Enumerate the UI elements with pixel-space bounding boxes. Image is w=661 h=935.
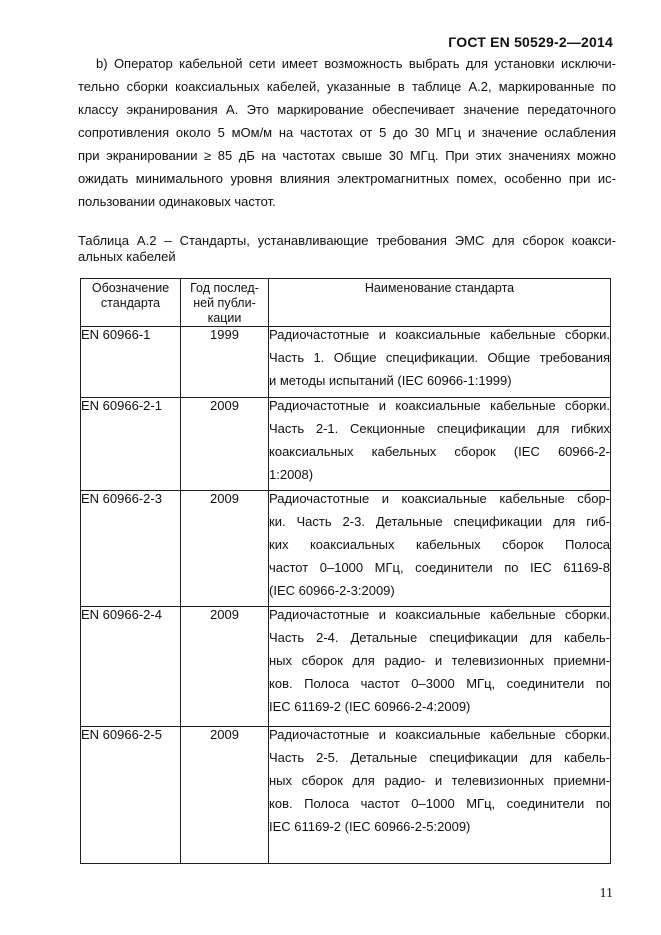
standard-name-line: Радиочастотные и коаксиальные кабельные сборки. bbox=[269, 727, 610, 742]
header-code-line: Обозначение bbox=[91, 281, 170, 295]
table-row bbox=[81, 398, 611, 491]
standard-code: EN 60966-2-3 bbox=[81, 491, 181, 607]
table-caption-line: Таблица А.2 – Стандарты, устанавливающие требования ЭМС для сборок коакси- bbox=[78, 233, 616, 248]
paragraph-line: ожидать минимального уровня влияния электромагнитных помех, особенно при ис- bbox=[78, 171, 616, 186]
standard-name-line: Радиочастотные и коаксиальные кабельные сборки. bbox=[269, 327, 610, 342]
header-year-line: кации bbox=[207, 311, 242, 325]
publication-year: 2009 bbox=[181, 727, 269, 864]
paragraph-line: b) Оператор кабельной сети имеет возможность выбрать для установки исключи- bbox=[96, 56, 616, 71]
standard-name-line: Часть 2-5. Детальные спецификации для кабель- bbox=[269, 750, 610, 765]
publication-year: 2009 bbox=[181, 607, 269, 727]
header-year bbox=[181, 279, 269, 327]
standard-code: EN 60966-2-5 bbox=[81, 727, 181, 864]
table-header-row bbox=[81, 279, 611, 327]
standard-name bbox=[269, 491, 611, 607]
standard-name bbox=[269, 398, 611, 491]
standard-name-line: ков. Полоса частот 0–1000 МГц, соединители по bbox=[269, 796, 610, 811]
table-caption bbox=[78, 233, 616, 265]
standard-name-line: и методы испытаний (IEC 60966-1:1999) bbox=[269, 373, 512, 388]
standard-name-line: ных сборок для радио- и телевизионных приемни- bbox=[269, 653, 610, 668]
header-code-line: стандарта bbox=[100, 296, 161, 310]
standard-code: EN 60966-2-4 bbox=[81, 607, 181, 727]
publication-year: 2009 bbox=[181, 398, 269, 491]
standard-name-line: Радиочастотные и коаксиальные кабельные сборки. bbox=[269, 607, 610, 622]
paragraph-b bbox=[78, 56, 616, 217]
header-year-line: Год послед- bbox=[190, 281, 259, 295]
paragraph-line: сопротивления около 5 мОм/м на частотах от 5 до 30 МГц и значение ослабления bbox=[78, 125, 616, 140]
header-name bbox=[269, 279, 611, 327]
standard-name-line: коаксиальных кабельных сборок (IEC 60966-2- bbox=[269, 444, 610, 459]
header-name-line: Наименование стандарта bbox=[364, 281, 515, 295]
standard-name-line: Часть 2-1. Секционные спецификации для гибких bbox=[269, 421, 610, 436]
table-row bbox=[81, 327, 611, 398]
standard-name-line: ных сборок для радио- и телевизионных приемни- bbox=[269, 773, 610, 788]
header-year-line: ней публи- bbox=[193, 296, 256, 310]
paragraph-line: тельно сборки коаксиальных кабелей, указанные в таблице А.2, маркированные по bbox=[78, 79, 616, 94]
standard-code: EN 60966-2-1 bbox=[81, 398, 181, 491]
standard-name-line: ких коаксиальных кабельных сборок Полоса bbox=[269, 537, 610, 552]
table-row bbox=[81, 727, 611, 864]
standard-name-line: (IEC 60966-2-3:2009) bbox=[269, 583, 395, 598]
paragraph-line: при экранировании ≥ 85 дБ на частотах свыше 30 МГц. При этих значениях можно bbox=[78, 148, 616, 163]
publication-year: 1999 bbox=[181, 327, 269, 398]
standard-name-line: Часть 2-4. Детальные спецификации для кабель- bbox=[269, 630, 610, 645]
standard-name-line: Радиочастотные и коаксиальные кабельные сборки. bbox=[269, 398, 610, 413]
standard-name-line: частот 0–1000 МГц, соединители по IEC 61169-8 bbox=[269, 560, 610, 575]
standard-name-line: Радиочастотные и коаксиальные кабельные сбор- bbox=[269, 491, 610, 506]
standard-name-line: IEC 61169-2 (IEC 60966-2-4:2009) bbox=[269, 699, 471, 714]
table-caption-line: альных кабелей bbox=[78, 249, 176, 264]
standard-name-line: ков. Полоса частот 0–3000 МГц, соединители по bbox=[269, 676, 610, 691]
standard-name-line: Часть 1. Общие спецификации. Общие требования bbox=[269, 350, 610, 365]
standard-code: EN 60966-1 bbox=[81, 327, 181, 398]
paragraph-line: пользовании одинаковых частот. bbox=[78, 194, 276, 209]
standard-name-line: 1:2008) bbox=[269, 467, 314, 482]
standard-name-line: ки. Часть 2-3. Детальные спецификации для гиб- bbox=[269, 514, 610, 529]
page-number: 11 bbox=[599, 886, 613, 901]
publication-year: 2009 bbox=[181, 491, 269, 607]
table-row bbox=[81, 491, 611, 607]
header-code bbox=[81, 279, 181, 327]
standard-name bbox=[269, 727, 611, 864]
document-standard-id: ГОСТ EN 50529-2—2014 bbox=[448, 34, 613, 50]
standard-name bbox=[269, 607, 611, 727]
standards-table bbox=[80, 278, 611, 864]
paragraph-line: классу экранирования А. Это маркирование обеспечивает значение передаточного bbox=[78, 102, 616, 117]
standard-name bbox=[269, 327, 611, 398]
standard-name-line: IEC 61169-2 (IEC 60966-2-5:2009) bbox=[269, 819, 471, 834]
table-row bbox=[81, 607, 611, 727]
